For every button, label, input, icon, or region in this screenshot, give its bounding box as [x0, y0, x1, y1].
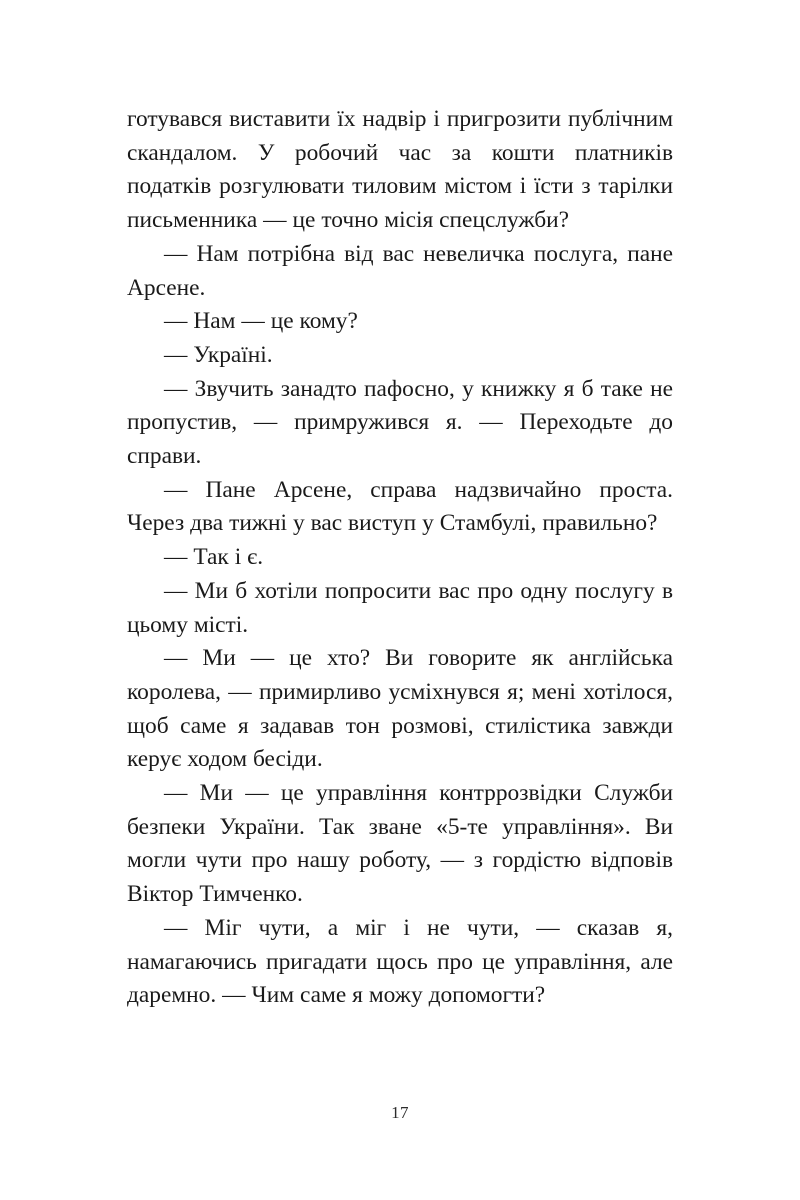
- paragraph-9: — Ми — це хто? Ви говорите як англійська королева, — примирливо усміхнувся я; мені хотілося, щоб саме я задавав тон розмові, стилістика завжди керує ходом бесіди.: [127, 645, 673, 773]
- page-text-body: [127, 103, 673, 1013]
- paragraph-4: — Україні.: [164, 341, 273, 368]
- paragraph-7: — Так і є.: [164, 544, 264, 571]
- paragraph-10: — Ми — це управління контррозвідки Служби безпеки України. Так зване «5-те управління». Ви могли чути про нашу роботу, — з гордістю відповів Віктор Тимченко.: [127, 780, 673, 908]
- paragraph-11: — Міг чути, а міг і не чути, — сказав я, намагаючись пригадати щось про це управління, але даремно. — Чим саме я можу допомогти?: [127, 914, 673, 1009]
- paragraph-8: — Ми б хотіли попросити вас про одну послугу в цьому місті.: [127, 577, 673, 638]
- paragraph-6: — Пане Арсене, справа надзвичайно проста. Через два тижні у вас виступ у Стамбулі, правильно?: [127, 476, 673, 537]
- page-number: 17: [391, 1103, 409, 1122]
- paragraph-2: — Нам потрібна від вас невеличка послуга, пане Арсене.: [127, 240, 673, 301]
- paragraph-1: готувався виставити їх надвір і пригрозити публічним скандалом. У робочий час за кошти платників податків розгулювати тиловим містом і їсти з тарілки письменника — це точно місія спецслужби?: [127, 106, 673, 234]
- paragraph-3: — Нам — це кому?: [164, 308, 358, 335]
- paragraph-5: — Звучить занадто пафосно, у книжку я б таке не пропустив, — примружився я. — Переходьте до справи.: [127, 375, 673, 470]
